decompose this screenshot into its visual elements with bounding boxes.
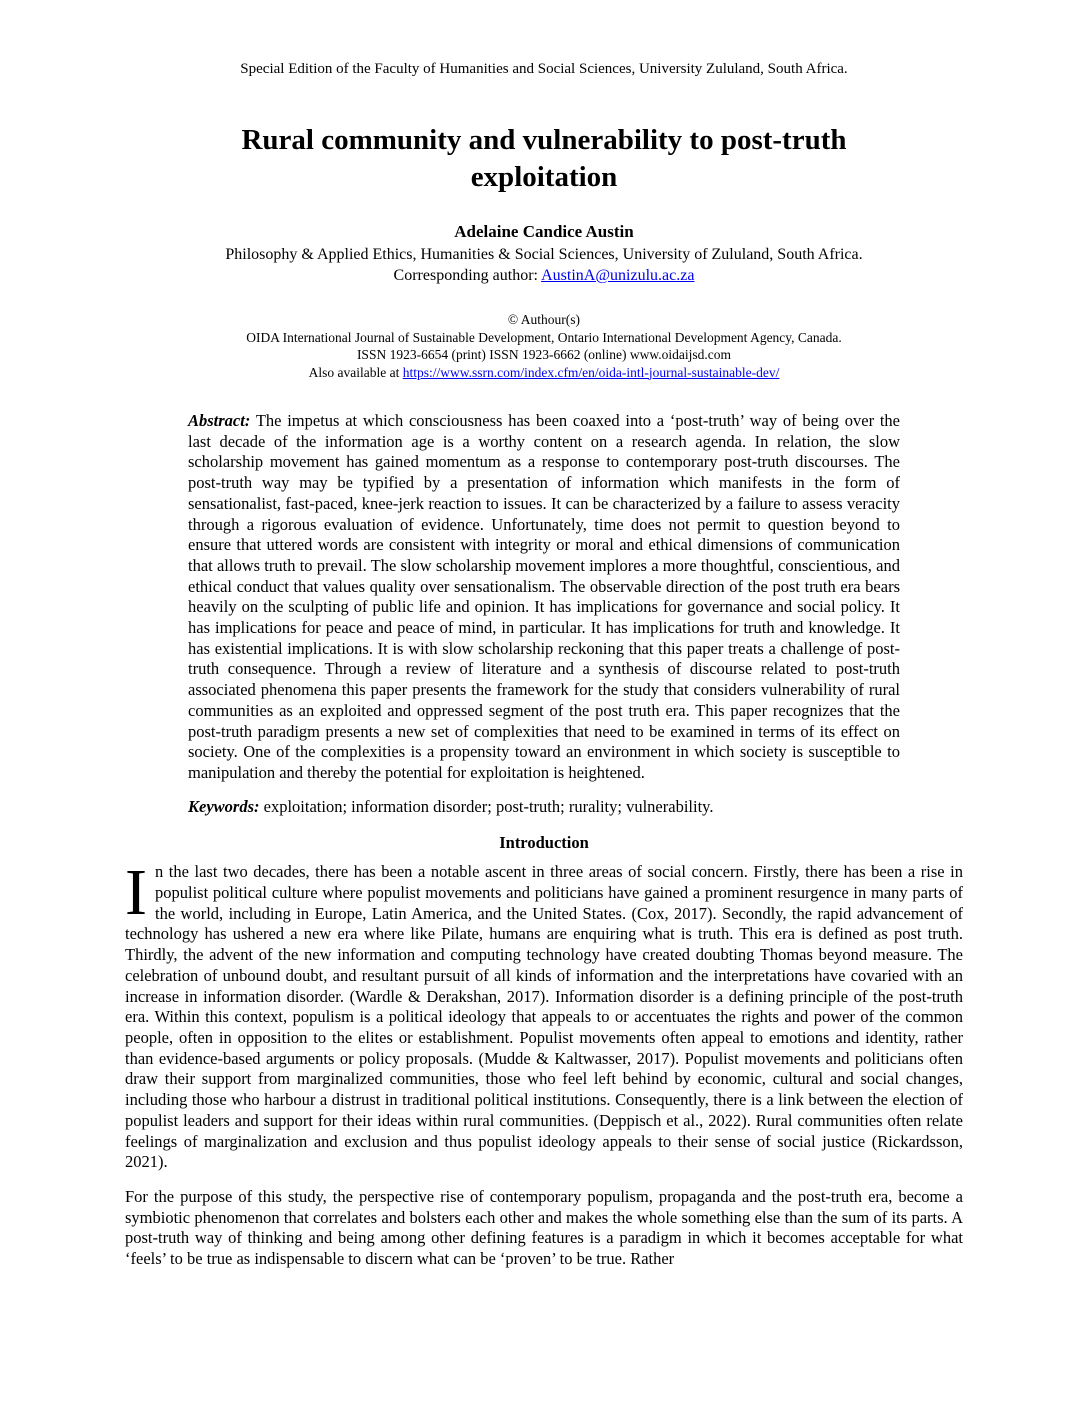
introduction-paragraph-1-text: n the last two decades, there has been a notable ascent in three areas of social concern. Firstly, there has been a rise in populist political culture where populist movements and politicians have gained a prominent resurgence in many parts of the world, including in Europe, Latin America, and the United States. (Cox, 2017). Secondly, the rapid advancement of technology has ushered a new era where like Pilate, humans are enquiring what is truth. This era is defined as post truth. Thirdly, the advent of the new information and computing technology have created doubting Thomas beyond measure. The celebration of unbound doubt, and resultant pursuit of all kinds of information and the interpretations have covaried with an increase in information disorder. (Wardle & Derakshan, 2017). Information disorder is a defining principle of the post-truth era. Within this context, populism is a political ideology that appeals to or accentuates the rights and power of the common people, often in opposition to the elites or establishment. Populist movements often appeal to emotions and identity, rather than evidence-based arguments or policy proposals. (Mudde & Kaltwasser, 2017). Populist movements and politicians often draw their support from marginalized communities, those who feel left behind by economic, cultural and social changes, including those who harbour a distrust in traditional political institutions. Consequently, there is a link between the election of populist leaders and support for their ideas within rural communities. (Deppisch et al., 2022). Rural communities often relate feelings of marginalization and exclusion and thus populist ideology appeals to their sense of social justice (Rickardsson, 2021). [125,862,963,1172]
introduction-paragraph-1 [125,856,963,1173]
corresponding-author-label: Corresponding author: [393,267,542,284]
keywords-text: exploitation; information disorder; post-truth; rurality; vulnerability. [263,796,714,816]
imprint-block [125,311,963,381]
paper-title-line2: exploitation [470,161,618,193]
keywords-label: Keywords: [188,796,260,816]
corresponding-author-line [125,265,963,286]
abstract-text: The impetus at which consciousness has been coaxed into a ‘post-truth’ way of being over the last decade of the information age is a worthy content on a research agenda. In relation, the slow scholarship movement has gained momentum as a response to contemporary post-truth discourses. The post-truth way may be typified by a presentation of information which manifests in the form of sensationalist, fast-paced, knee-jerk reaction to issues. It can be characterized by a failure to assess veracity through a rigorous evaluation of evidence. Unfortunately, time does not permit to question beyond to ensure that uttered words are consistent with integrity or moral and ethical dimensions of communication that allows truth to prevail. The slow scholarship movement implores a more thoughtful, conscientious, and ethical conduct that values quality over sensationalism. The observable direction of the post truth era bears heavily on the sculpting of public life and opinion. It has implications for governance and social policy. It has implications for peace and peace of mind, in particular. It has implications for truth and knowledge. It has existential implications. It is with slow scholarship reckoning that this paper treats a challenge of post-truth consequence. Through a review of literature and a synthesis of discourse related to post-truth associated phenomena this paper presents the framework for the study that considers vulnerability of rural communities as an exploited and oppressed segment of the post truth era. This paper recognizes that the post-truth paradigm presents a new set of complexities that need to be examined in terms of its effect on society. One of the complexities is a propensity toward an environment in which society is susceptible to manipulation and thereby the potential for exploitation is heightened. [188,411,900,782]
running-head: Special Edition of the Faculty of Humanities and Social Sciences, University Zululand, South Africa. [240,61,848,77]
corresponding-author-email-link[interactable]: AustinA@unizulu.ac.za [541,267,695,284]
journal-line: OIDA International Journal of Sustainable Development, Ontario International Development Agency, Canada. [246,329,842,345]
availability-line [125,364,963,382]
introduction-paragraph-2: For the purpose of this study, the perspective rise of contemporary populism, propaganda and the post-truth era, become a symbiotic phenomenon that correlates and bolsters each other and makes the whole something else than the sum of its parts. A post-truth way of thinking and being among other defining features is a paradigm in which it becomes acceptable for what ‘feels’ to be true as indispensable to discern what can be ‘proven’ to be true. Rather [125,1186,963,1269]
abstract-block [125,411,963,817]
introduction-heading: Introduction [499,833,589,853]
ssrn-url-link[interactable]: https://www.ssrn.com/index.cfm/en/oida-intl-journal-sustainable-dev/ [402,364,780,380]
paper-title [125,122,963,196]
paper-title-line1: Rural community and vulnerability to post-truth [241,124,847,156]
author-affiliation: Philosophy & Applied Ethics, Humanities & Social Sciences, University of Zululand, South Africa. [225,246,863,263]
keywords-line [188,797,900,818]
page-content [125,60,963,1270]
drop-cap: I [125,856,147,930]
abstract-paragraph [188,411,900,784]
abstract-label: Abstract: [188,411,251,430]
availability-label: Also available at [308,364,403,380]
issn-line: ISSN 1923-6654 (print) ISSN 1923-6662 (online) www.oidaijsd.com [356,347,732,362]
copyright-line: © Authour(s) [507,312,581,327]
author-name: Adelaine Candice Austin [454,222,634,241]
